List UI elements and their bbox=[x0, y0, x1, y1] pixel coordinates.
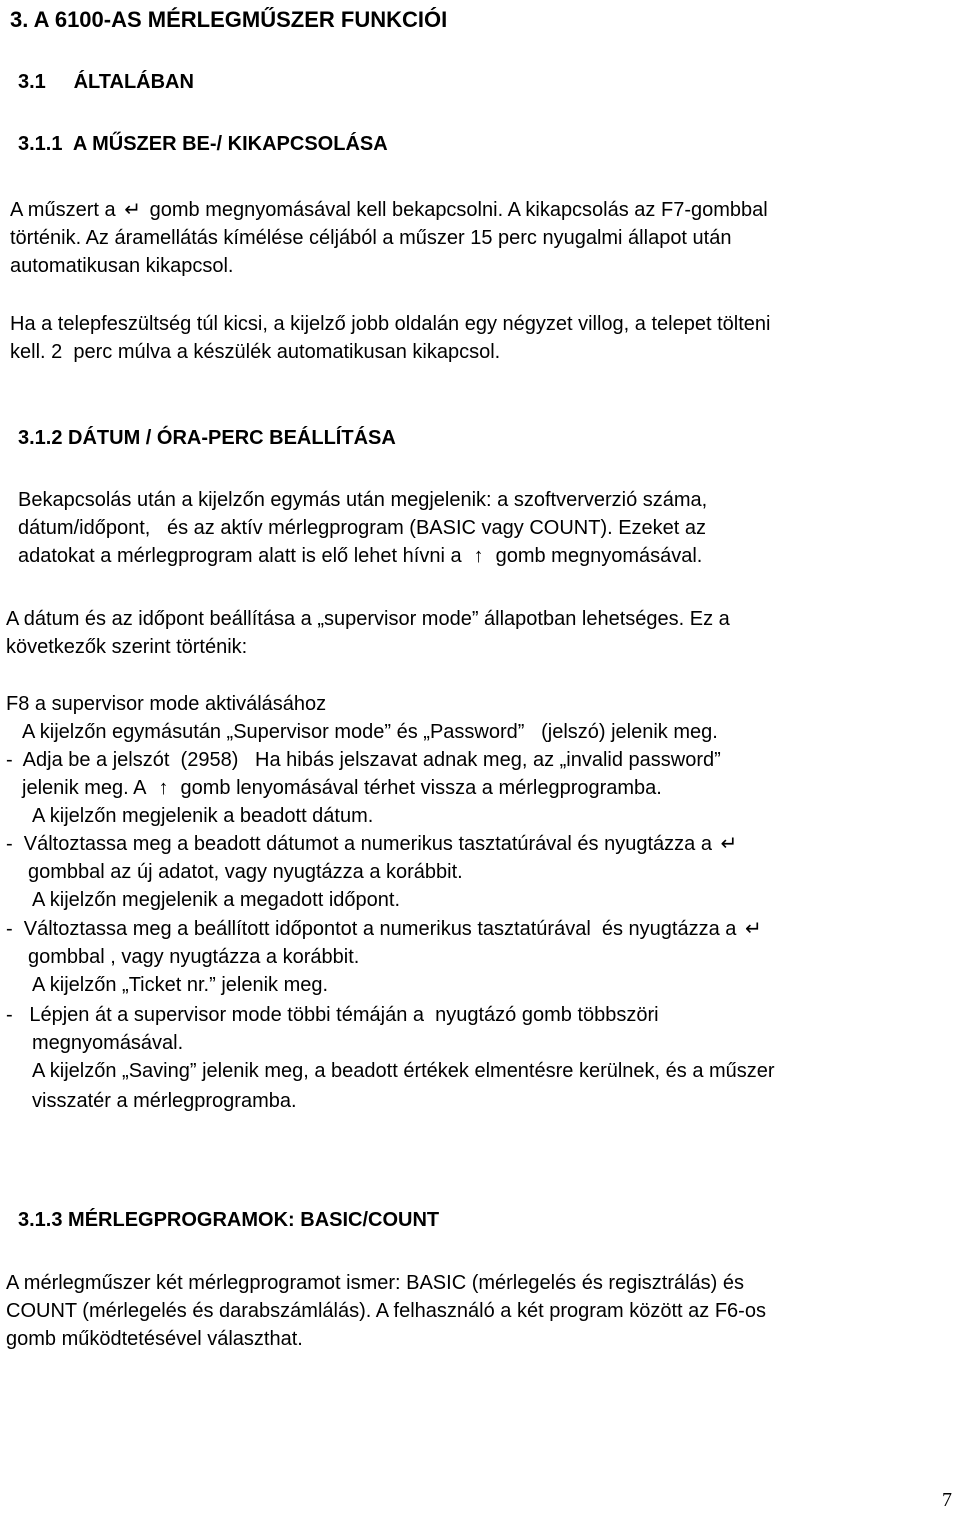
enter-key-icon: ↵ bbox=[124, 199, 141, 221]
step-line-7: gombbal az új adatot, vagy nyugtázza a korábbit. bbox=[28, 861, 463, 883]
heading-3-1-2: 3.1.2 DÁTUM / ÓRA-PERC BEÁLLÍTÁSA bbox=[18, 427, 396, 449]
paragraph-power-line-1: A műszert a ↵ gomb megnyomásával kell bekapcsolni. A kikapcsolás az F7-gombbal bbox=[10, 196, 768, 224]
step-line-3: - Adja be a jelszót (2958) Ha hibás jelszavat adnak meg, az „invalid password” bbox=[6, 749, 721, 771]
step-line-13: megnyomásával. bbox=[32, 1032, 184, 1054]
paragraph-programs-line-3: gomb működtetésével választhat. bbox=[6, 1328, 303, 1350]
paragraph-startup-line-1: Bekapcsolás után a kijelzőn egymás után megjelenik: a szoftververzió száma, bbox=[18, 489, 708, 511]
step-line-9: - Változtassa meg a beállított időpontot a numerikus tasztatúrával és nyugtázza a ↵ bbox=[6, 915, 770, 943]
step-line-6: - Változtassa meg a beadott dátumot a numerikus tasztatúrával és nyugtázza a ↵ bbox=[6, 830, 746, 858]
step-line-5: A kijelzőn megjelenik a beadott dátum. bbox=[32, 805, 374, 827]
step-line-11: A kijelzőn „Ticket nr.” jelenik meg. bbox=[32, 974, 329, 996]
enter-key-icon: ↵ bbox=[720, 833, 738, 855]
step-line-8: A kijelzőn megjelenik a megadott időpont. bbox=[32, 889, 401, 911]
paragraph-startup-line-2: dátum/időpont, és az aktív mérlegprogram (BASIC vagy COUNT). Ezeket az bbox=[18, 517, 707, 539]
paragraph-supervisor-line-2: következők szerint történik: bbox=[6, 636, 248, 658]
step-line-1: F8 a supervisor mode aktiválásához bbox=[6, 693, 327, 715]
step-line-15: visszatér a mérlegprogramba. bbox=[32, 1090, 297, 1112]
main-heading: 3. A 6100-AS MÉRLEGMŰSZER FUNKCIÓI bbox=[10, 7, 448, 32]
paragraph-programs-line-2: COUNT (mérlegelés és darabszámlálás). A felhasználó a két program között az F6-os bbox=[6, 1300, 766, 1322]
paragraph-battery-line-2: kell. 2 perc múlva a készülék automatikusan kikapcsol. bbox=[10, 341, 501, 363]
step-line-2: A kijelzőn egymásután „Supervisor mode” és „Password” (jelszó) jelenik meg. bbox=[22, 721, 718, 743]
up-arrow-key-icon: ↑ bbox=[473, 545, 484, 567]
page-number: 7 bbox=[942, 1489, 952, 1511]
step-line-12: - Lépjen át a supervisor mode többi témáján a nyugtázó gomb többszöri bbox=[6, 1004, 659, 1026]
step-line-10: gombbal , vagy nyugtázza a korábbit. bbox=[28, 946, 360, 968]
step-line-4: jelenik meg. A ↑ gomb lenyomásával térhet vissza a mérlegprogramba. bbox=[22, 774, 662, 802]
paragraph-power-line-3: automatikusan kikapcsol. bbox=[10, 255, 234, 277]
paragraph-power-line-2: történik. Az áramellátás kímélése céljából a műszer 15 perc nyugalmi állapot után bbox=[10, 227, 732, 249]
enter-key-icon: ↵ bbox=[745, 918, 762, 940]
heading-3-1: 3.1 ÁLTALÁBAN bbox=[18, 71, 194, 93]
paragraph-supervisor-line-1: A dátum és az időpont beállítása a „supervisor mode” állapotban lehetséges. Ez a bbox=[6, 608, 730, 630]
up-arrow-key-icon: ↑ bbox=[158, 777, 169, 799]
paragraph-programs-line-1: A mérlegműszer két mérlegprogramot ismer: BASIC (mérlegelés és regisztrálás) és bbox=[6, 1272, 745, 1294]
step-line-14: A kijelzőn „Saving” jelenik meg, a beadott értékek elmentésre kerülnek, és a műszer bbox=[32, 1060, 775, 1082]
heading-3-1-1: 3.1.1 A MŰSZER BE-/ KIKAPCSOLÁSA bbox=[18, 133, 388, 155]
heading-3-1-3: 3.1.3 MÉRLEGPROGRAMOK: BASIC/COUNT bbox=[18, 1209, 440, 1231]
paragraph-startup-line-3: adatokat a mérlegprogram alatt is elő lehet hívni a ↑ gomb megnyomásával. bbox=[18, 542, 702, 570]
paragraph-battery-line-1: Ha a telepfeszültség túl kicsi, a kijelző jobb oldalán egy négyzet villog, a telepet tölteni bbox=[10, 313, 771, 335]
